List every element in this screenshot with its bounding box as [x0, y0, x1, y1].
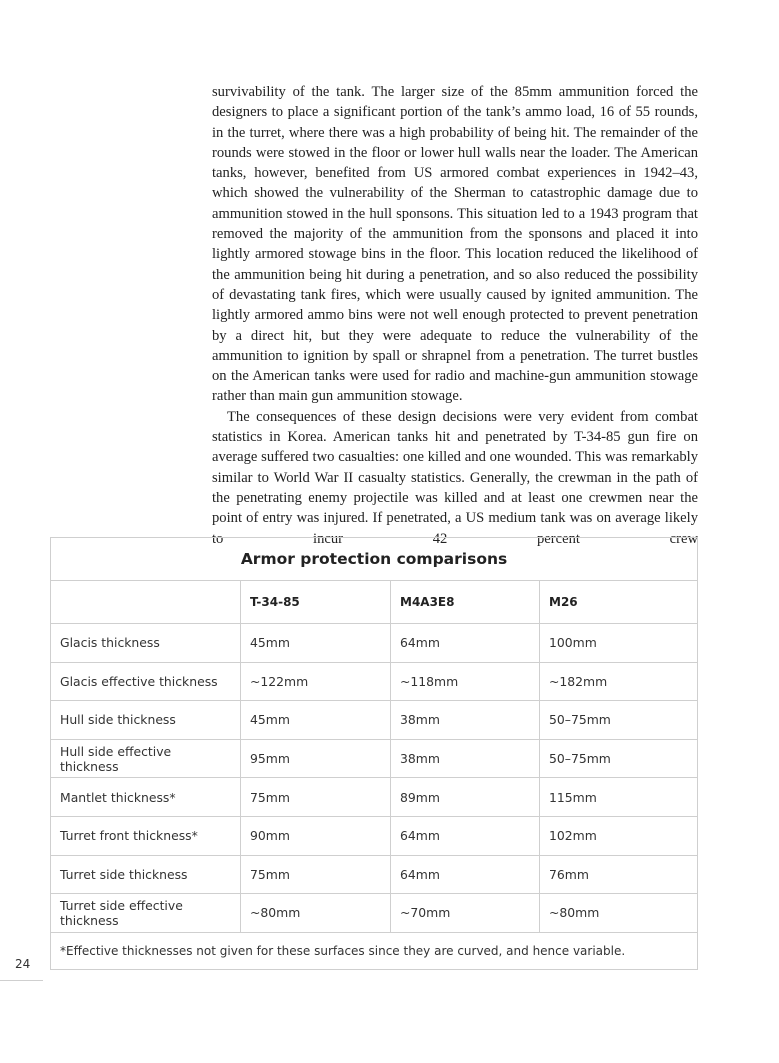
row-label: Glacis thickness [51, 624, 241, 663]
table-row [51, 855, 698, 894]
table-cell: 50–75mm [540, 701, 698, 740]
row-label: Turret side thickness [51, 855, 241, 894]
table-cell: 64mm [391, 816, 540, 855]
table-cell: 102mm [540, 816, 698, 855]
row-label: Turret side effective thickness [51, 894, 241, 933]
table-cell: ~80mm [241, 894, 391, 933]
page-number-rule [0, 980, 43, 981]
body-text [212, 82, 698, 549]
table-row [51, 778, 698, 817]
row-label: Hull side effective thickness [51, 739, 241, 778]
column-header: M4A3E8 [391, 581, 540, 624]
table-row [51, 894, 698, 933]
table-cell: 95mm [241, 739, 391, 778]
table-cell: 76mm [540, 855, 698, 894]
table-header-row [51, 581, 698, 624]
table-cell: ~118mm [391, 662, 540, 701]
page-number: 24 [15, 957, 31, 971]
armor-comparison-table [50, 537, 698, 970]
table-cell: 89mm [391, 778, 540, 817]
table-cell: 50–75mm [540, 739, 698, 778]
table-cell: 75mm [241, 778, 391, 817]
table-cell: 45mm [241, 701, 391, 740]
paragraph-2: The consequences of these design decisions were very evident from combat statistics in Korea. American tanks hit and penetrated by T-34-85 gun fire on average suffered two casualties: one killed and one wounded. This was remarkably similar to World War II casualty statistics. Generally, the crewman in the path of the penetrating enemy projectile was killed and at least one crewmen near the point of entry was injured. If penetrated, a US medium tank was on average likely to incur 42 percent crew [212, 408, 698, 547]
column-header: T-34-85 [241, 581, 391, 624]
table-cell: 45mm [241, 624, 391, 663]
table-cell: 90mm [241, 816, 391, 855]
row-label: Glacis effective thickness [51, 662, 241, 701]
table-cell: 38mm [391, 701, 540, 740]
table-row [51, 624, 698, 663]
table-cell: 64mm [391, 855, 540, 894]
table-cell: 100mm [540, 624, 698, 663]
table-cell: 75mm [241, 855, 391, 894]
table-row [51, 662, 698, 701]
row-label: Hull side thickness [51, 701, 241, 740]
table-cell: 38mm [391, 739, 540, 778]
table-row [51, 816, 698, 855]
table-row [51, 701, 698, 740]
column-header: M26 [540, 581, 698, 624]
table-row [51, 739, 698, 778]
row-label: Mantlet thickness* [51, 778, 241, 817]
row-label: Turret front thickness* [51, 816, 241, 855]
column-header [51, 581, 241, 624]
table-title: Armor protection comparisons [51, 538, 698, 581]
table-cell: 64mm [391, 624, 540, 663]
paragraph-1: survivability of the tank. The larger size of the 85mm ammunition forced the designers to place a significant portion of the tank’s ammo load, 16 of 55 rounds, in the turret, where there was a high probability of being hit. The remainder of the rounds were stowed in the floor or lower hull walls near the loader. The American tanks, however, benefited from US armored combat experiences in 1942–43, which showed the vulnerability of the Sherman to catastrophic damage due to ammunition stowed in the hull sponsons. This situation led to a 1943 program that removed the majority of the ammunition from the sponsons and placed it into lightly armored stowage bins in the floor. This location reduced the likelihood of the ammunition being hit during a penetration, and so also reduced the possibility of devastating tank fires, which were usually caused by ignited ammunition. The lightly armored ammo bins were not well enough protected to prevent penetration by a direct hit, but they were adequate to reduce the vulnerability of the ammunition to ignition by spall or shrapnel from a penetration. The turret bustles on the American tanks were used for radio and machine-gun ammunition stowage rather than main gun ammunition stowage. [212, 84, 698, 405]
table-cell: ~122mm [241, 662, 391, 701]
table-cell: 115mm [540, 778, 698, 817]
table-cell: ~182mm [540, 662, 698, 701]
table-cell: ~70mm [391, 894, 540, 933]
table-footnote: *Effective thicknesses not given for these surfaces since they are curved, and hence variable. [51, 932, 698, 969]
table-cell: ~80mm [540, 894, 698, 933]
